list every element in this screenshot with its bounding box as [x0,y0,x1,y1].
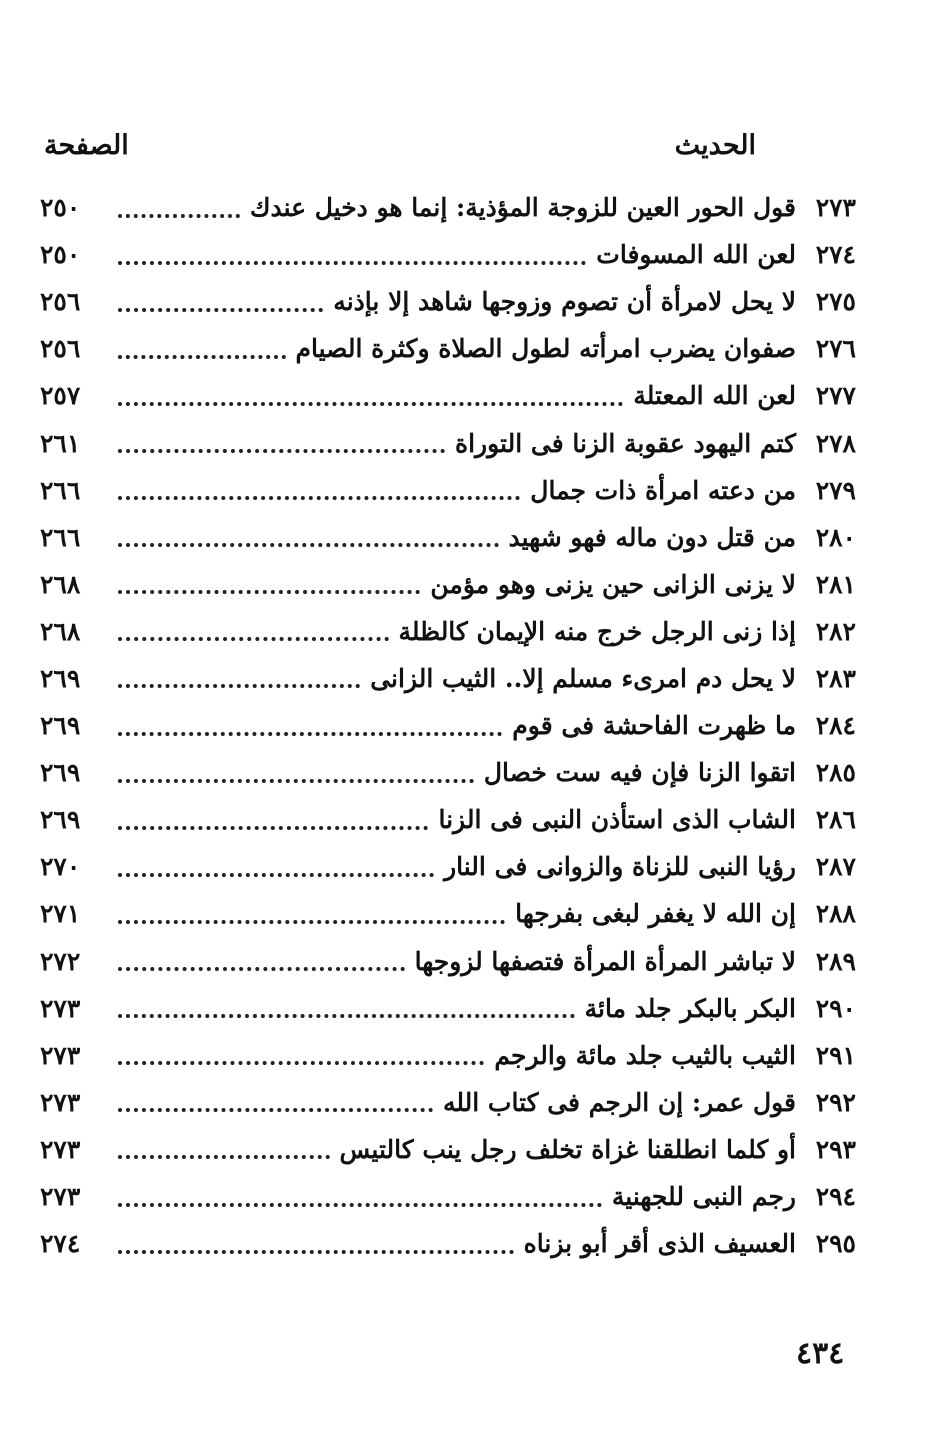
entry-number: ٢٩٣ [815,1134,856,1164]
entry-number: ٢٧٧ [815,381,856,411]
entry-page: ٢٧٣ [40,1040,81,1070]
toc-entry [40,985,856,1032]
entry-number: ٢٩٠ [815,993,856,1023]
entry-page: ٢٦٦ [40,475,81,505]
dot-leader [118,912,505,924]
dot-leader [118,959,405,971]
entry-title: الثيب بالثيب جلد مائة والرجم [494,1040,796,1070]
toc-entry [40,1079,856,1126]
toc-entry [40,938,856,985]
dot-leader [118,1147,330,1159]
entry-page: ٢٧٣ [40,993,81,1023]
dot-leader [118,771,474,783]
entry-title: لا تباشر المرأة المرأة فتصفها لزوجها [414,946,796,976]
entry-number: ٢٩٢ [815,1087,856,1117]
entry-page: ٢٧٣ [40,1134,81,1164]
entry-number: ٢٧٦ [815,334,856,364]
entry-title: أو كلما انطلقنا غزاة تخلف رجل ينب كالتيس [339,1134,796,1164]
entry-title: إن الله لا يغفر لبغى بفرجها [515,899,796,929]
entry-title: البكر بالبكر جلد مائة [584,993,796,1023]
entry-number: ٢٧٥ [815,287,856,317]
dot-leader [118,300,323,312]
entry-title: من دعته امرأة ذات جمال [530,475,796,505]
entry-page: ٢٦٩ [40,711,81,741]
dot-leader [118,1195,602,1207]
entry-number: ٢٨٢ [815,616,856,646]
entry-page: ٢٥٧ [40,381,81,411]
entry-page: ٢٦١ [40,428,81,458]
entry-title: لعن الله المعتلة [633,381,796,411]
dot-leader [118,818,428,830]
entry-page: ٢٦٩ [40,663,81,693]
toc-entry [40,890,856,937]
dot-leader [118,394,623,406]
entry-page: ٢٦٦ [40,522,81,552]
entry-number: ٢٧٣ [815,193,856,223]
entry-number: ٢٨١ [815,569,856,599]
header-page: الصفحة [44,129,129,161]
entry-number: ٢٩٥ [815,1229,856,1259]
toc-entry [40,1173,856,1220]
entry-number: ٢٨٠ [815,522,856,552]
entry-title: لا يحل لامرأة أن تصوم وزوجها شاهد إلا بإذنه [333,287,796,317]
entry-page: ٢٧٤ [40,1229,81,1259]
toc-entry [40,561,856,608]
entry-page: ٢٧٢ [40,946,81,976]
dot-leader [118,347,286,359]
entry-page: ٢٥٦ [40,287,81,317]
toc-entry [40,1220,856,1267]
dot-leader [118,1100,433,1112]
entry-page: ٢٦٩ [40,758,81,788]
dot-leader [118,676,360,688]
dot-leader [118,629,389,641]
entry-title: من قتل دون ماله فهو شهيد [508,522,796,552]
entry-page: ٢٧٠ [40,852,81,882]
entry-number: ٢٧٨ [815,428,856,458]
entry-number: ٢٧٤ [815,240,856,270]
entry-number: ٢٨٩ [815,946,856,976]
entry-title: ما ظهرت الفاحشة فى قوم [512,711,796,741]
dot-leader [118,1053,484,1065]
entry-page: ٢٥٠ [40,193,81,223]
toc-entry [40,608,856,655]
dot-leader [118,206,240,218]
entry-page: ٢٦٨ [40,616,81,646]
dot-leader [118,1006,575,1018]
entry-title: رؤيا النبى للزناة والزوانى فى النار [444,852,796,882]
entry-title: رجم النبى للجهنية [611,1182,796,1212]
toc-entry [40,278,856,325]
dot-leader [118,724,502,736]
toc-entry [40,655,856,702]
entry-page: ٢٧١ [40,899,81,929]
entry-number: ٢٨٣ [815,663,856,693]
toc-entry [40,419,856,466]
entry-number: ٢٩١ [815,1040,856,1070]
toc-entry [40,702,856,749]
toc-entry [40,796,856,843]
entry-title: إذا زنى الرجل خرج منه الإيمان كالظلة [398,616,796,646]
entry-number: ٢٨٤ [815,711,856,741]
entry-number: ٢٨٨ [815,899,856,929]
toc-entry [40,325,856,372]
toc-header [44,122,756,168]
entry-title: قول عمر: إن الرجم فى كتاب الله [442,1087,796,1117]
entry-title: صفوان يضرب امرأته لطول الصلاة وكثرة الصيام [295,334,796,364]
entry-title: الشاب الذى استأذن النبى فى الزنا [438,805,796,835]
entry-page: ٢٦٨ [40,569,81,599]
toc-entry [40,467,856,514]
dot-leader [118,535,499,547]
entry-title: كتم اليهود عقوبة الزنا فى التوراة [455,428,796,458]
page-number: ٤٣٤ [796,1336,845,1371]
dot-leader [118,253,586,265]
entry-title: العسيف الذى أقر أبو بزناه [523,1229,796,1259]
toc-entry [40,372,856,419]
entry-page: ٢٥٦ [40,334,81,364]
toc-entry [40,749,856,796]
dot-leader [118,1242,514,1254]
toc-entry [40,514,856,561]
header-hadith: الحديث [674,129,756,161]
entry-title: قول الحور العين للزوجة المؤذية: إنما هو دخيل عندك [249,193,796,223]
entry-page: ٢٦٩ [40,805,81,835]
entry-number: ٢٨٧ [815,852,856,882]
entry-title: لا يزنى الزانى حين يزنى وهو مؤمن [430,569,796,599]
entry-page: ٢٥٠ [40,240,81,270]
entry-page: ٢٧٣ [40,1087,81,1117]
entry-page: ٢٧٣ [40,1182,81,1212]
entry-number: ٢٨٦ [815,805,856,835]
toc-entry [40,184,856,231]
toc-entry [40,231,856,278]
entry-number: ٢٨٥ [815,758,856,788]
entry-title: لا يحل دم امرىء مسلم إلا.. الثيب الزانى [370,663,796,693]
dot-leader [118,441,445,453]
dot-leader [118,488,520,500]
toc-entry [40,1032,856,1079]
entry-title: لعن الله المسوفات [596,240,796,270]
dot-leader [118,582,420,594]
dot-leader [118,865,434,877]
toc-entry [40,843,856,890]
table-of-contents [40,184,856,1267]
entry-number: ٢٩٤ [815,1182,856,1212]
entry-title: اتقوا الزنا فإن فيه ست خصال [483,758,796,788]
entry-number: ٢٧٩ [815,475,856,505]
toc-entry [40,1126,856,1173]
